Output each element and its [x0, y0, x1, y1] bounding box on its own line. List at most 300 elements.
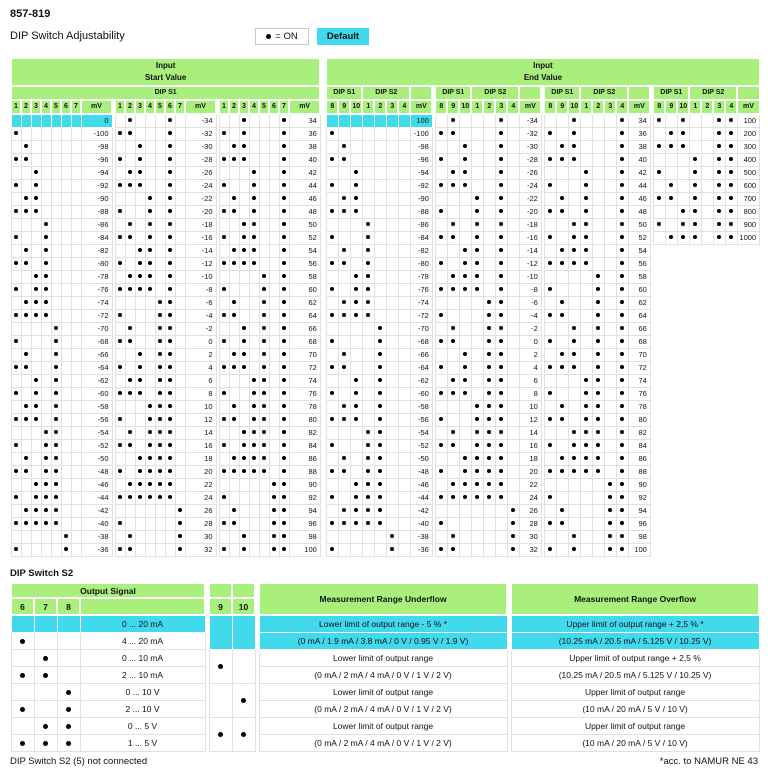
on-dot-icon: [158, 495, 162, 499]
switch-number-label: 9: [556, 100, 568, 114]
switch-cell: [665, 193, 677, 206]
switch-cell: [495, 141, 507, 154]
on-dot-icon: [475, 248, 479, 252]
switch-cell: [41, 258, 51, 271]
on-dot-icon: [499, 196, 503, 200]
switch-cell: [51, 492, 61, 505]
switch-cell: [125, 258, 135, 271]
switch-cell: [471, 453, 483, 466]
switch-cell: [483, 141, 495, 154]
switch-cell: [338, 219, 350, 232]
switch-cell: [435, 245, 447, 258]
switch-cell: [604, 219, 616, 232]
switch-cell: [175, 193, 185, 206]
on-dot-icon: [620, 508, 624, 512]
switch-cell: [11, 258, 21, 271]
on-dot-icon: [24, 144, 28, 148]
switch-cell: [447, 258, 459, 271]
switch-cell: [209, 683, 232, 717]
switch-cell: [398, 219, 410, 232]
switch-cell: [471, 180, 483, 193]
on-dot-icon: [620, 183, 624, 187]
switch-cell: [459, 310, 471, 323]
mv-value-cell: -62: [81, 375, 112, 388]
switch-cell: [279, 375, 289, 388]
switch-cell: [269, 466, 279, 479]
switch-cell: [71, 114, 81, 128]
switch-cell: [544, 362, 556, 375]
mv-value-cell: 98: [628, 531, 650, 544]
on-dot-icon: [475, 469, 479, 473]
switch-cell: [507, 271, 519, 284]
switch-cell: [145, 167, 155, 180]
switch-cell: [580, 323, 592, 336]
mv-value-cell: -24: [519, 180, 541, 193]
mv-value-cell: -56: [410, 414, 432, 427]
on-dot-icon: [168, 196, 172, 200]
switch-cell: [61, 492, 71, 505]
switch-number-label: 6: [61, 100, 71, 114]
on-dot-icon: [487, 443, 491, 447]
on-dot-icon: [451, 339, 455, 343]
switch-cell: [31, 297, 41, 310]
switch-cell: [544, 544, 556, 557]
switch-cell: [580, 505, 592, 518]
switch-cell: [41, 284, 51, 297]
underflow-cell: (0 mA / 2 mA / 4 mA / 0 V / 1 V / 2 V): [259, 666, 507, 683]
switch-number-label: 2: [701, 100, 713, 114]
on-dot-icon: [330, 287, 334, 291]
overflow-cell: Upper limit of output range: [511, 683, 759, 700]
switch-cell: [471, 141, 483, 154]
mv-value-cell: -50: [410, 453, 432, 466]
switch-cell: [11, 649, 34, 666]
mv-value-cell: 54: [628, 245, 650, 258]
switch-cell: [495, 271, 507, 284]
input-end-value-header: Input End Value: [326, 58, 759, 86]
mv-value-cell: -60: [81, 388, 112, 401]
on-dot-icon: [34, 313, 38, 317]
switch-cell: [61, 479, 71, 492]
mv-value-cell: -14: [185, 245, 216, 258]
switch-cell: [259, 453, 269, 466]
switch-cell: [616, 375, 628, 388]
switch-cell: [459, 427, 471, 440]
switch-cell: [41, 206, 51, 219]
switch-cell: [507, 414, 519, 427]
switch-cell: [239, 284, 249, 297]
switch-cell: [471, 440, 483, 453]
switch-cell: [386, 505, 398, 518]
switch-cell: [41, 349, 51, 362]
switch-cell: [568, 362, 580, 375]
switch-cell: [71, 388, 81, 401]
switch-cell: [229, 531, 239, 544]
underflow-cell: (0 mA / 2 mA / 4 mA / 0 V / 1 V / 2 V): [259, 700, 507, 717]
switch-cell: [21, 479, 31, 492]
on-dot-icon: [54, 352, 58, 356]
switch-cell: [386, 141, 398, 154]
switch-cell: [471, 479, 483, 492]
on-dot-icon: [118, 365, 122, 369]
on-dot-icon: [463, 144, 467, 148]
mv-value-cell: -32: [519, 128, 541, 141]
dip-s1-header: DIP S1: [653, 86, 689, 100]
switch-cell: [338, 492, 350, 505]
switch-cell: [677, 232, 689, 245]
switch-cell: [398, 518, 410, 531]
switch-cell: [398, 310, 410, 323]
switch-cell: [459, 154, 471, 167]
on-dot-icon: [252, 170, 256, 174]
mv-value-cell: 66: [289, 323, 320, 336]
on-dot-icon: [222, 287, 226, 291]
on-dot-icon: [222, 391, 226, 395]
switch-cell: [165, 114, 175, 128]
on-dot-icon: [378, 443, 382, 447]
switch-cell: [544, 114, 556, 128]
switch-cell: [580, 141, 592, 154]
switch-cell: [21, 505, 31, 518]
switch-cell: [350, 271, 362, 284]
on-dot-icon: [560, 469, 564, 473]
switch-cell: [259, 388, 269, 401]
switch-cell: [495, 492, 507, 505]
on-dot-icon: [252, 183, 256, 187]
on-dot-icon: [282, 157, 286, 161]
on-dot-icon: [620, 157, 624, 161]
switch-number-label: 8: [544, 100, 556, 114]
switch-cell: [556, 193, 568, 206]
mv-value-cell: -74: [410, 297, 432, 310]
switch-cell: [219, 336, 229, 349]
on-dot-icon: [24, 456, 28, 460]
switch-cell: [165, 167, 175, 180]
mv-value-cell: -58: [81, 401, 112, 414]
on-dot-icon: [584, 248, 588, 252]
switch-number-label: 2: [21, 100, 31, 114]
on-dot-icon: [596, 313, 600, 317]
switch-cell: [592, 492, 604, 505]
switch-cell: [219, 114, 229, 128]
switch-cell: [544, 232, 556, 245]
on-dot-icon: [138, 391, 142, 395]
switch-cell: [495, 128, 507, 141]
on-dot-icon: [366, 261, 370, 265]
switch-cell: [155, 466, 165, 479]
switch-cell: [338, 362, 350, 375]
switch-cell: [259, 271, 269, 284]
on-dot-icon: [218, 664, 223, 669]
switch-cell: [165, 141, 175, 154]
switch-cell: [269, 258, 279, 271]
switch-cell: [249, 505, 259, 518]
mv-value-cell: 4: [185, 362, 216, 375]
table-row: [11, 167, 760, 180]
switch-cell: [435, 505, 447, 518]
switch-cell: [398, 245, 410, 258]
switch-cell: [386, 349, 398, 362]
mv-value-cell: 2: [185, 349, 216, 362]
switch-cell: [604, 206, 616, 219]
switch-cell: [165, 232, 175, 245]
switch-cell: [219, 414, 229, 427]
on-dot-icon: [354, 404, 358, 408]
switch-cell: [135, 193, 145, 206]
on-dot-icon: [242, 144, 246, 148]
switch-cell: [259, 310, 269, 323]
switch-cell: [249, 544, 259, 557]
switch-cell: [34, 649, 57, 666]
switch-cell: [51, 479, 61, 492]
switch-cell: [350, 544, 362, 557]
switch-cell: [398, 232, 410, 245]
on-dot-icon: [128, 378, 132, 382]
switch-cell: [175, 245, 185, 258]
switch-cell: [374, 180, 386, 193]
mv-value-cell: 12: [185, 414, 216, 427]
switch-cell: [580, 414, 592, 427]
switch-number-label: 1: [362, 100, 374, 114]
switch-cell: [338, 284, 350, 297]
on-dot-icon: [44, 521, 48, 525]
on-dot-icon: [262, 339, 266, 343]
on-dot-icon: [584, 469, 588, 473]
switch-cell: [135, 362, 145, 375]
on-dot-icon: [168, 300, 172, 304]
switch-cell: [459, 479, 471, 492]
switch-cell: [155, 206, 165, 219]
on-dot-icon: [451, 287, 455, 291]
switch-cell: [219, 362, 229, 375]
switch-cell: [338, 544, 350, 557]
switch-cell: [544, 492, 556, 505]
switch-cell: [229, 479, 239, 492]
on-dot-icon: [168, 183, 172, 187]
switch-cell: [326, 297, 338, 310]
switch-cell: [115, 401, 125, 414]
switch-cell: [386, 232, 398, 245]
switch-cell: [145, 362, 155, 375]
on-dot-icon: [548, 235, 552, 239]
switch-cell: [239, 531, 249, 544]
on-dot-icon: [439, 339, 443, 343]
mv-value-cell: -60: [410, 388, 432, 401]
on-dot-icon: [54, 391, 58, 395]
switch-cell: [677, 180, 689, 193]
on-dot-icon: [148, 287, 152, 291]
switch-cell: [616, 180, 628, 193]
mv-value-cell: 0: [519, 336, 541, 349]
mv-value-cell: 78: [628, 401, 650, 414]
switch-cell: [11, 683, 34, 700]
mv-value-cell: 16: [519, 440, 541, 453]
switch-cell: [471, 336, 483, 349]
switch-cell: [145, 414, 155, 427]
switch-cell: [51, 414, 61, 427]
on-dot-icon: [499, 222, 503, 226]
switch-cell: [604, 427, 616, 440]
switch-number-label: 7: [279, 100, 289, 114]
switch-cell: [580, 167, 592, 180]
switch-cell: [115, 544, 125, 557]
switch-cell: [135, 180, 145, 193]
on-dot-icon: [499, 443, 503, 447]
on-dot-icon: [499, 274, 503, 278]
on-dot-icon: [572, 534, 576, 538]
on-dot-icon: [138, 144, 142, 148]
switch-cell: [61, 388, 71, 401]
switch-cell: [229, 167, 239, 180]
mv-value-cell: 68: [289, 336, 320, 349]
on-dot-icon: [499, 495, 503, 499]
switch-cell: [41, 427, 51, 440]
switch-cell: [338, 479, 350, 492]
switch-cell: [701, 193, 713, 206]
switch-cell: [175, 114, 185, 128]
switch-cell: [495, 323, 507, 336]
switch-cell: [386, 297, 398, 310]
table-row: [11, 258, 760, 271]
mv-value-cell: -78: [410, 271, 432, 284]
on-dot-icon: [475, 495, 479, 499]
switch-cell: [249, 427, 259, 440]
on-dot-icon: [148, 209, 152, 213]
switch-cell: [175, 180, 185, 193]
switch-cell: [155, 479, 165, 492]
switch-cell: [580, 297, 592, 310]
switch-cell: [665, 167, 677, 180]
switch-cell: [279, 180, 289, 193]
on-dot-icon: [282, 287, 286, 291]
on-dot-icon: [451, 222, 455, 226]
switch-cell: [507, 453, 519, 466]
switch-cell: [386, 206, 398, 219]
on-dot-icon: [282, 391, 286, 395]
on-dot-icon: [499, 287, 503, 291]
on-dot-icon: [669, 144, 673, 148]
mv-value-cell: -10: [185, 271, 216, 284]
on-dot-icon: [168, 339, 172, 343]
switch-cell: [125, 284, 135, 297]
switch-cell: [155, 128, 165, 141]
switch-cell: [259, 414, 269, 427]
switch-cell: [483, 492, 495, 505]
on-dot-icon: [475, 443, 479, 447]
on-dot-icon: [118, 417, 122, 421]
on-dot-icon: [24, 157, 28, 161]
switch-cell: [471, 114, 483, 128]
on-dot-icon: [584, 417, 588, 421]
switch-cell: [326, 388, 338, 401]
on-dot-icon: [158, 313, 162, 317]
on-dot-icon: [342, 248, 346, 252]
switch-cell: [165, 245, 175, 258]
switch-cell: [219, 531, 229, 544]
switch-cell: [435, 349, 447, 362]
on-dot-icon: [475, 404, 479, 408]
switch-cell: [447, 427, 459, 440]
switch-cell: [616, 414, 628, 427]
table-row: [11, 362, 760, 375]
switch-cell: [125, 154, 135, 167]
on-dot-icon: [34, 378, 38, 382]
switch-cell: [269, 114, 279, 128]
switch-cell: [338, 518, 350, 531]
switch-cell: [398, 180, 410, 193]
switch-cell: [31, 336, 41, 349]
switch-cell: [374, 193, 386, 206]
on-dot-icon: [34, 508, 38, 512]
on-dot-icon: [378, 365, 382, 369]
switch-cell: [21, 141, 31, 154]
switch-cell: [145, 141, 155, 154]
switch-cell: [11, 154, 21, 167]
switch-cell: [61, 349, 71, 362]
switch-cell: [580, 310, 592, 323]
switch-cell: [459, 114, 471, 128]
switch-cell: [31, 375, 41, 388]
switch-cell: [41, 505, 51, 518]
on-dot-icon: [717, 170, 721, 174]
on-dot-icon: [620, 404, 624, 408]
switch-cell: [41, 245, 51, 258]
switch-cell: [495, 414, 507, 427]
switch-cell: [11, 310, 21, 323]
switch-cell: [435, 297, 447, 310]
switch-cell: [507, 518, 519, 531]
switch-cell: [249, 362, 259, 375]
on-dot-icon: [475, 235, 479, 239]
on-dot-icon: [560, 144, 564, 148]
switch-cell: [229, 271, 239, 284]
switch-cell: [350, 141, 362, 154]
on-dot-icon: [620, 469, 624, 473]
switch-cell: [175, 310, 185, 323]
overflow-cell: (10 mA / 20 mA / 5 V / 10 V): [511, 700, 759, 717]
on-dot-icon: [242, 118, 246, 122]
switch-cell: [51, 193, 61, 206]
on-dot-icon: [24, 469, 28, 473]
on-dot-icon: [242, 222, 246, 226]
switch-cell: [338, 427, 350, 440]
switch-cell: [259, 336, 269, 349]
switch-cell: [249, 375, 259, 388]
switch-cell: [616, 505, 628, 518]
mv-label: mV: [185, 100, 216, 114]
switch-number-label: 3: [239, 100, 249, 114]
on-dot-icon: [499, 482, 503, 486]
switch-cell: [386, 336, 398, 349]
switch-cell: [544, 349, 556, 362]
switch-cell: [495, 453, 507, 466]
mv-value-cell: 32: [519, 544, 541, 557]
switch-cell: [604, 544, 616, 557]
switch-cell: [51, 284, 61, 297]
switch-cell: [592, 362, 604, 375]
switch-cell: [145, 284, 155, 297]
switch-cell: [350, 310, 362, 323]
switch-cell: [239, 453, 249, 466]
switch-cell: [435, 531, 447, 544]
switch-cell: [544, 193, 556, 206]
switch-cell: [459, 453, 471, 466]
table-row: [11, 310, 760, 323]
table-row: [11, 649, 759, 666]
switch-cell: [115, 479, 125, 492]
switch-cell: [580, 219, 592, 232]
switch-cell: [115, 375, 125, 388]
